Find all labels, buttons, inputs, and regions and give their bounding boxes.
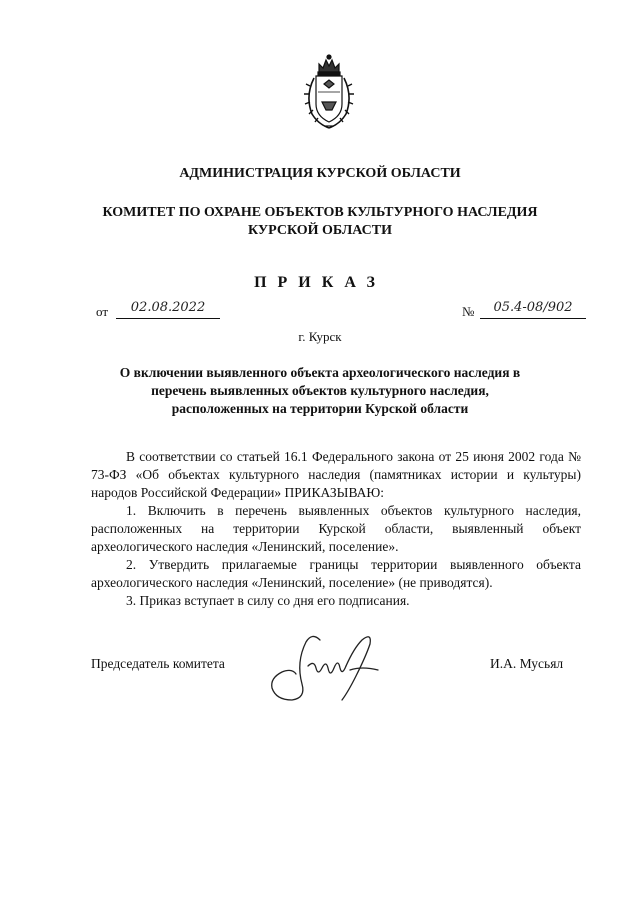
city-label: г. Курск [298, 329, 342, 344]
document-title: ПРИКАЗ [254, 274, 386, 291]
committee-heading-line-2: КУРСКОЙ ОБЛАСТИ [247, 223, 393, 238]
preamble-paragraph: В соответствии со статьей 16.1 Федерального закона от 25 июня 2002 года № 73-ФЗ «Об объектах культурного наследия (памятниках истории и культуры) народов Российской Федерации» ПРИКАЗЫВАЮ: [91, 449, 581, 500]
order-subject-line-1: О включении выявленного объекта археологического наследия в [119, 365, 521, 380]
order-body [91, 448, 581, 610]
handwritten-signature [262, 626, 388, 706]
number-prefix: № [462, 304, 475, 319]
signatory-name: И.А. Мусьял [490, 656, 564, 671]
order-number: 05.4-08/902 [480, 300, 586, 319]
administration-heading: АДМИНИСТРАЦИЯ КУРСКОЙ ОБЛАСТИ [179, 166, 461, 181]
committee-heading [0, 204, 640, 240]
coat-of-arms-icon [302, 52, 356, 132]
order-subject-line-3: расположенных на территории Курской области [171, 401, 469, 416]
order-item-2: 2. Утвердить прилагаемые границы территории выявленного объекта археологического наследия «Ленинский, поселение» (не приводятся). [91, 557, 581, 590]
committee-heading-line-1: КОМИТЕТ ПО ОХРАНЕ ОБЪЕКТОВ КУЛЬТУРНОГО НАСЛЕДИЯ [102, 205, 538, 220]
date-prefix: от [96, 304, 109, 319]
signatory-title: Председатель комитета [91, 656, 225, 671]
order-item-1: 1. Включить в перечень выявленных объектов культурного наследия, расположенных на территории Курской области, выявленный объект археологического наследия «Ленинский, поселение». [91, 503, 581, 554]
order-subject [0, 364, 640, 418]
order-subject-line-2: перечень выявленных объектов культурного наследия, [151, 383, 489, 398]
order-date: 02.08.2022 [116, 300, 220, 319]
order-item-3: 3. Приказ вступает в силу со дня его подписания. [126, 593, 410, 608]
